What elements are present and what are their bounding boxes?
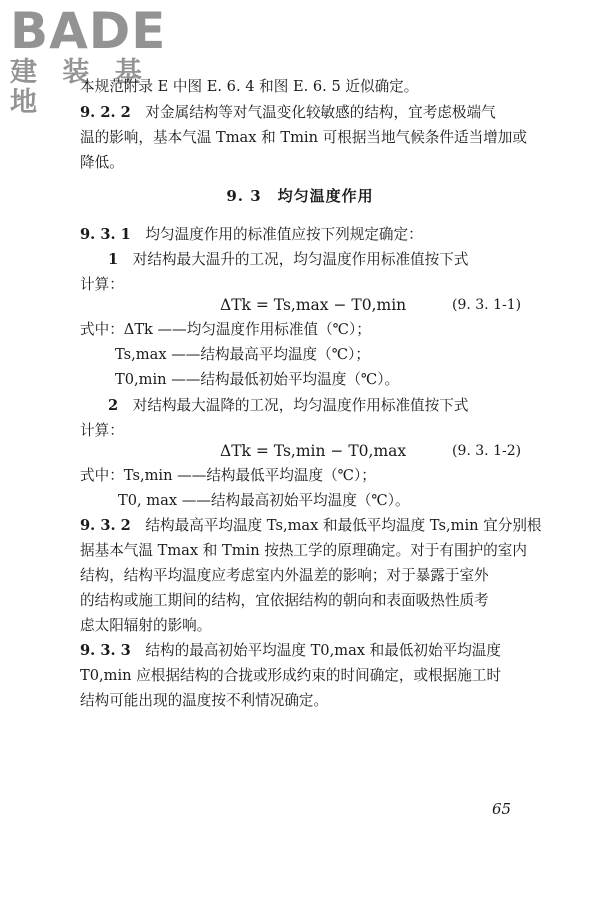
item-1 xyxy=(108,250,468,270)
clause-number: 9. 3. 2 xyxy=(80,517,131,534)
clause-9-2-2 xyxy=(80,103,496,123)
equation-9-3-1-2: ΔTk = Ts,min − T0,max xyxy=(220,442,407,460)
clause-text: 结构的最高初始平均温度 T0,max 和最低初始平均温度 xyxy=(145,642,501,659)
definition-line: T0,min ——结构最低初始平均温度（℃）。 xyxy=(115,371,400,388)
item-number: 2 xyxy=(108,397,119,414)
page-number: 65 xyxy=(492,800,512,818)
definition-line: T0, max ——结构最高初始平均温度（℃）。 xyxy=(118,492,410,509)
text-line: 据基本气温 Tmax 和 Tmin 按热工学的原理确定。对于有围护的室内 xyxy=(80,542,527,559)
watermark-logo xyxy=(10,2,180,118)
clause-9-3-1 xyxy=(80,225,423,245)
watermark-subtitle: 建 装 基 地 xyxy=(10,57,150,118)
watermark-brand: BADE xyxy=(10,2,167,60)
item-text: 对结构最大温升的工况，均匀温度作用标准值按下式 xyxy=(132,251,469,268)
text-line: 结构，结构平均温度应考虑室内外温差的影响；对于暴露于室外 xyxy=(80,567,489,584)
section-title: 9. 3 均匀温度作用 xyxy=(226,187,374,205)
definition-line: 式中：Ts,min ——结构最低平均温度（℃）； xyxy=(80,467,376,484)
clause-number: 9. 3. 1 xyxy=(80,226,131,243)
text-line: 结构可能出现的温度按不利情况确定。 xyxy=(80,692,329,709)
clause-text: 均匀温度作用的标准值应按下列规定确定： xyxy=(145,226,423,243)
clause-number: 9. 3. 3 xyxy=(80,642,131,659)
clause-9-3-2 xyxy=(80,516,542,536)
item-number: 1 xyxy=(108,251,119,268)
text-line: 的结构或施工期间的结构，宜依据结构的朝向和表面吸热性质考 xyxy=(80,592,489,609)
clause-text: 结构最高平均温度 Ts,max 和最低平均温度 Ts,min 宜分别根 xyxy=(145,517,542,534)
definition-line: Ts,max ——结构最高平均温度（℃）； xyxy=(115,346,370,363)
item-text: 对结构最大温降的工况，均匀温度作用标准值按下式 xyxy=(132,397,469,414)
item-2 xyxy=(108,396,468,416)
equation-number: (9. 3. 1-2) xyxy=(452,443,522,459)
equation-9-3-1-1: ΔTk = Ts,max − T0,min xyxy=(220,296,407,314)
text-line: 计算： xyxy=(80,276,124,293)
text-line: T0,min 应根据结构的合拢或形成约束的时间确定，或根据施工时 xyxy=(80,667,502,684)
text-line: 温的影响，基本气温 Tmax 和 Tmin 可根据当地气候条件适当增加或 xyxy=(80,129,527,146)
text-line: 降低。 xyxy=(80,154,124,171)
clause-text: 对金属结构等对气温变化较敏感的结构，宜考虑极端气 xyxy=(145,104,496,121)
text-line: 计算： xyxy=(80,422,124,439)
equation-number: (9. 3. 1-1) xyxy=(452,297,522,313)
clause-number: 9. 2. 2 xyxy=(80,104,131,121)
clause-9-3-3 xyxy=(80,641,501,661)
definition-line: 式中：ΔTk ——均匀温度作用标准值（℃）； xyxy=(80,321,371,338)
text-line: 虑太阳辐射的影响。 xyxy=(80,617,212,634)
text-line: 本规范附录 E 中图 E. 6. 4 和图 E. 6. 5 近似确定。 xyxy=(80,78,419,95)
